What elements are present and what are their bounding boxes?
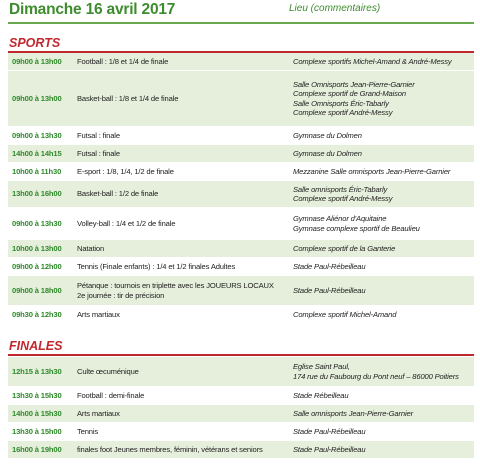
lieu-column-heading: Lieu (commentaires) [289, 3, 381, 14]
time-cell: 09h30 à 12h30 [12, 309, 62, 319]
schedule-row [8, 240, 474, 258]
event-cell: Pétanque : tournois en triplette avec les JOUEURS LOCAUX 2e journée : tir de précision [77, 281, 274, 300]
lieu-cell: Stade Rébeilleau [293, 390, 349, 400]
schedule-row [8, 258, 474, 276]
time-cell: 16h00 à 19h00 [12, 444, 62, 454]
schedule-row [8, 53, 474, 71]
lieu-cell: Stade Paul-Rébeilleau [293, 444, 366, 454]
schedule-row [8, 357, 474, 387]
time-cell: 10h00 à 11h30 [12, 166, 62, 176]
lieu-cell: Gymnase Aliénor d'Aquitaine Gymnase complexe sportif de Beaulieu [293, 214, 420, 233]
time-cell: 09h00 à 13h30 [12, 218, 62, 228]
header-divider [8, 22, 474, 24]
schedule-row [8, 181, 474, 208]
date-heading: Dimanche 16 avril 2017 [9, 1, 176, 18]
time-cell: 13h30 à 15h30 [12, 390, 62, 400]
event-cell: Arts martiaux [77, 408, 120, 418]
schedule-row [8, 405, 474, 423]
lieu-cell: Gymnase du Dolmen [293, 130, 362, 140]
time-cell: 09h00 à 13h00 [12, 93, 62, 103]
event-cell: Tennis (Finale enfants) : 1/4 et 1/2 finales Adultes [77, 261, 236, 271]
event-cell: Arts martiaux [77, 309, 120, 319]
lieu-cell: Eglise Saint Paul, 174 rue du Faubourg du Pont neuf – 86000 Poitiers [293, 362, 459, 381]
event-cell: Tennis [77, 426, 99, 436]
lieu-cell: Stade Paul-Rébeilleau [293, 261, 366, 271]
lieu-cell: Complexe sportif Michel-Amand [293, 309, 397, 319]
schedule-row [8, 145, 474, 163]
lieu-cell: Stade Paul-Rébeilleau [293, 285, 366, 295]
schedule-row [8, 441, 474, 459]
event-cell: E-sport : 1/8, 1/4, 1/2 de finale [77, 166, 174, 176]
event-cell: Basket-ball : 1/8 et 1/4 de finale [77, 93, 179, 103]
section-title-sports: SPORTS [9, 36, 61, 50]
event-cell: Volley-ball : 1/4 et 1/2 de finale [77, 218, 176, 228]
event-cell: Natation [77, 243, 105, 253]
time-cell: 09h00 à 13h30 [12, 130, 62, 140]
event-cell: Basket-ball : 1/2 de finale [77, 189, 159, 199]
time-cell: 14h00 à 15h30 [12, 408, 62, 418]
schedule-row [8, 276, 474, 306]
event-cell: Football : demi-finale [77, 390, 145, 400]
schedule-row [8, 163, 474, 181]
time-cell: 09h00 à 18h00 [12, 285, 62, 295]
time-cell: 09h00 à 12h00 [12, 261, 62, 271]
lieu-cell: Gymnase du Dolmen [293, 148, 362, 158]
event-cell: Futsal : finale [77, 130, 120, 140]
schedule-row [8, 127, 474, 145]
section-divider-finales [8, 354, 474, 356]
lieu-cell: Salle Omnisports Jean-Pierre-Garnier Complexe sportif de Grand-Maison Salle Omnisports Éric-Tabarly Complexe sportif André-Messy [293, 79, 415, 117]
time-cell: 14h00 à 14h15 [12, 148, 62, 158]
lieu-cell: Mezzanine Salle omnisports Jean-Pierre-Garnier [293, 166, 451, 176]
lieu-cell: Stade Paul-Rébeilleau [293, 426, 366, 436]
event-cell: Culte œcuménique [77, 366, 139, 376]
event-cell: Futsal : finale [77, 148, 120, 158]
schedule-row [8, 71, 474, 127]
schedule-row [8, 423, 474, 441]
lieu-cell: Complexe sportifs Michel-Amand & André-Messy [293, 56, 452, 66]
lieu-cell: Salle omnisports Éric-Tabarly Complexe sportif André-Messy [293, 184, 393, 203]
schedule-row [8, 306, 474, 324]
schedule-row [8, 387, 474, 405]
section-title-finales: FINALES [9, 339, 63, 353]
time-cell: 13h00 à 16h00 [12, 189, 62, 199]
schedule-row [8, 208, 474, 240]
time-cell: 12h15 à 13h30 [12, 366, 62, 376]
time-cell: 09h00 à 13h00 [12, 56, 62, 66]
time-cell: 10h00 à 13h00 [12, 243, 62, 253]
time-cell: 13h30 à 15h00 [12, 426, 62, 436]
lieu-cell: Complexe sportif de la Ganterie [293, 243, 396, 253]
lieu-cell: Salle omnisports Jean-Pierre-Garnier [293, 408, 413, 418]
event-cell: Football : 1/8 et 1/4 de finale [77, 56, 169, 66]
event-cell: finales foot Jeunes membres, féminin, vétérans et seniors [77, 444, 263, 454]
